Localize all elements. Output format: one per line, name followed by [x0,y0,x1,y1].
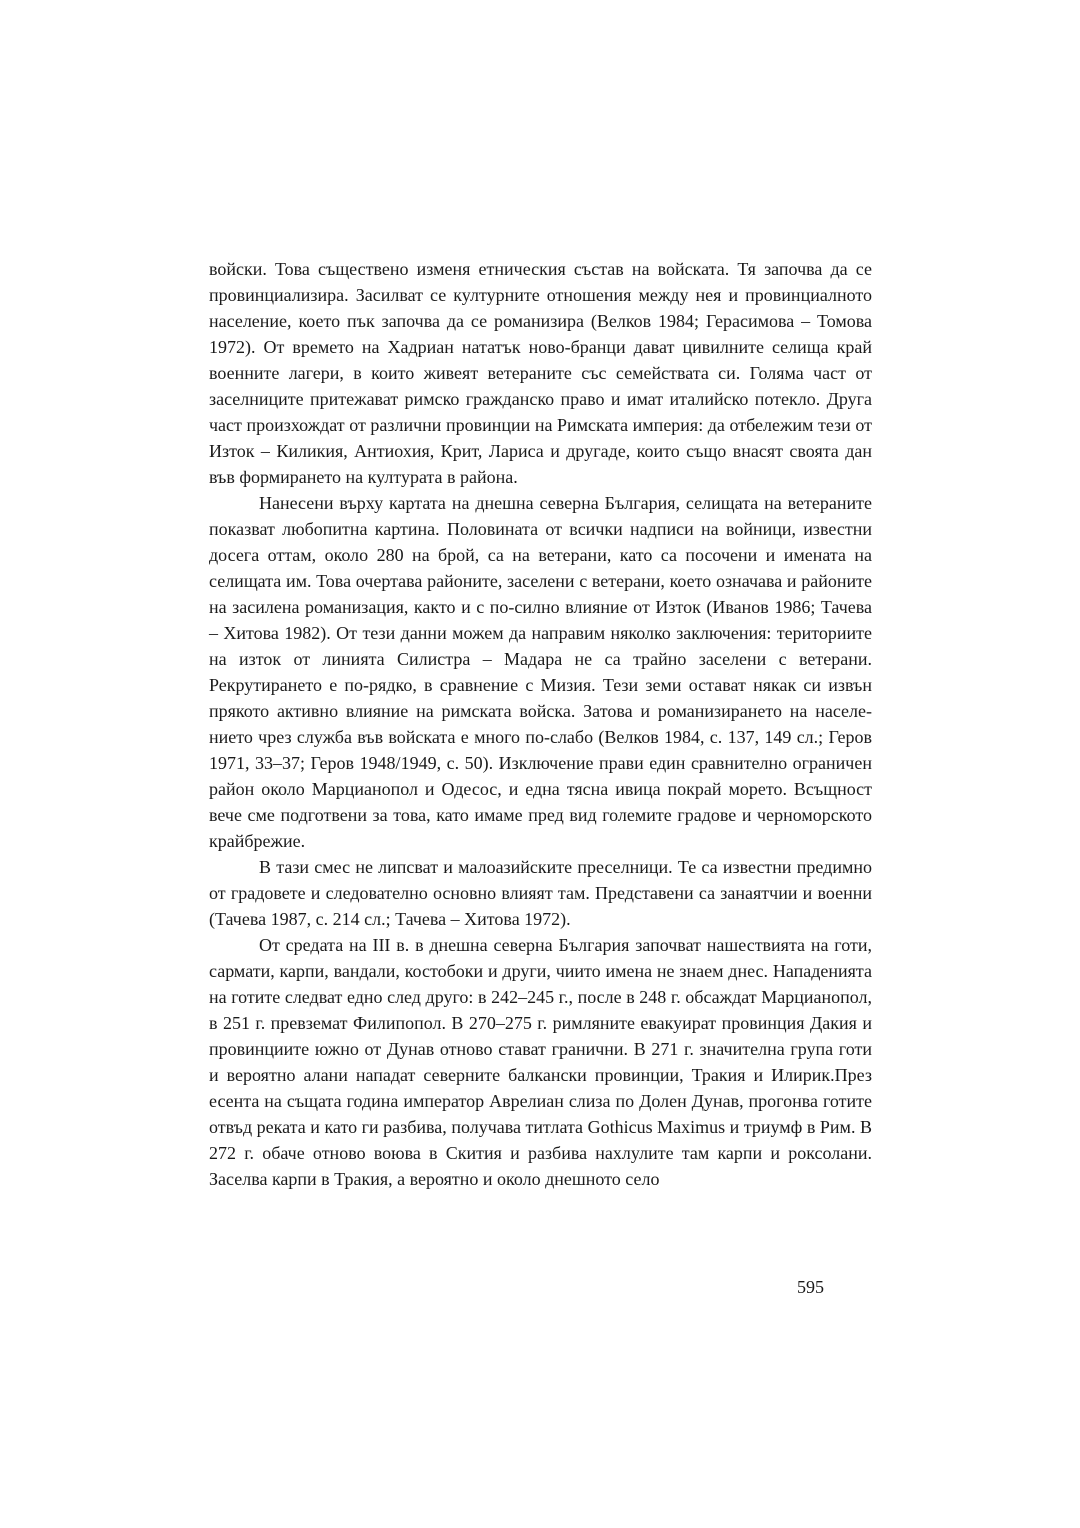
paragraph-asia-minor-settlers: В тази смес не липсват и малоазийските преселници. Те са известни предимно от градовете и следователно основно влияят там. Представени са занаятчии и военни (Тачева 1987, с. 214 сл.; Тачева – Хитова 1972). [209,857,872,929]
body-text [209,256,872,1192]
paragraph-veterans-settlements: Нанесени върху картата на днешна северна България, селищата на ветераните показват любопитна картина. Половината от всички надписи на войници, известни досега оттам, около 280 на брой, са на ветерани, като са посочени и имената на селищата им. Това очертава районите, заселени с ветерани, което означава и районите на засилена романизация, както и с по-силно влияние от Изток (Иванов 1986; Тачева – Хитова 1982). От тези данни можем да направим няколко заключения: териториите на изток от линията Силистра – Мадара не са трайно заселени с ветерани. Рекрутирането е по-рядко, в сравнение с Мизия. Тези земи остават някак си извън прякото активно влияние на римската войска. Затова и романизирането на населе-нието чрез служба във войската е много по-слабо (Велков 1984, с. 137, 149 сл.; Геров 1971, 33–37; Геров 1948/1949, с. 50). Изключение прави един сравнително ограничен район около Марцианопол и Одесос, и една тясна ивица покрай морето. Всъщност вече сме подготвени за това, като имаме пред вид големите градове и черноморското крайбрежие. [209,493,872,851]
page-number: 595 [797,1277,824,1297]
paragraph-invasions: От средата на III в. в днешна северна България започват нашествията на готи, сармати, карпи, вандали, костобоки и други, чиито имена не знаем днес. Нападенията на готите следват едно след друго: в 242–245 г., после в 248 г. обсаждат Марцианопол, в 251 г. превземат Филипопол. В 270–275 г. римляните евакуират провинция Дакия и провинциите южно от Дунав отново стават гранични. В 271 г. значителна група готи и вероятно алани нападат северните балкански провинции, Тракия и Илирик.През есента на същата година император Аврелиан слиза по Долен Дунав, прогонва готите отвъд реката и като ги разбива, получава титлата Gothicus Maximus и триумф в Рим. В 272 г. обаче отново воюва в Скития и разбива нахлулите там карпи и роксолани. Заселва карпи в Тракия, а вероятно и около днешното село [209,935,872,1189]
paragraph-continuation: войски. Това съществено изменя етническия състав на войската. Тя започва да се провинциализира. Засилват се културните отношения между нея и провинциалното население, което пък започва да се романизира (Велков 1984; Герасимова – Томова 1972). От времето на Хадриан нататък ново-бранци дават цивилните селища край военните лагери, в които живеят ветераните със семействата си. Голяма част от заселниците притежават римско гражданско право и имат италийско потекло. Друга част произхождат от различни провинции на Римската империя: да отбележим тези от Изток – Киликия, Антиохия, Крит, Лариса и другаде, които също внасят своята дан във формирането на културата в района. [209,259,872,487]
